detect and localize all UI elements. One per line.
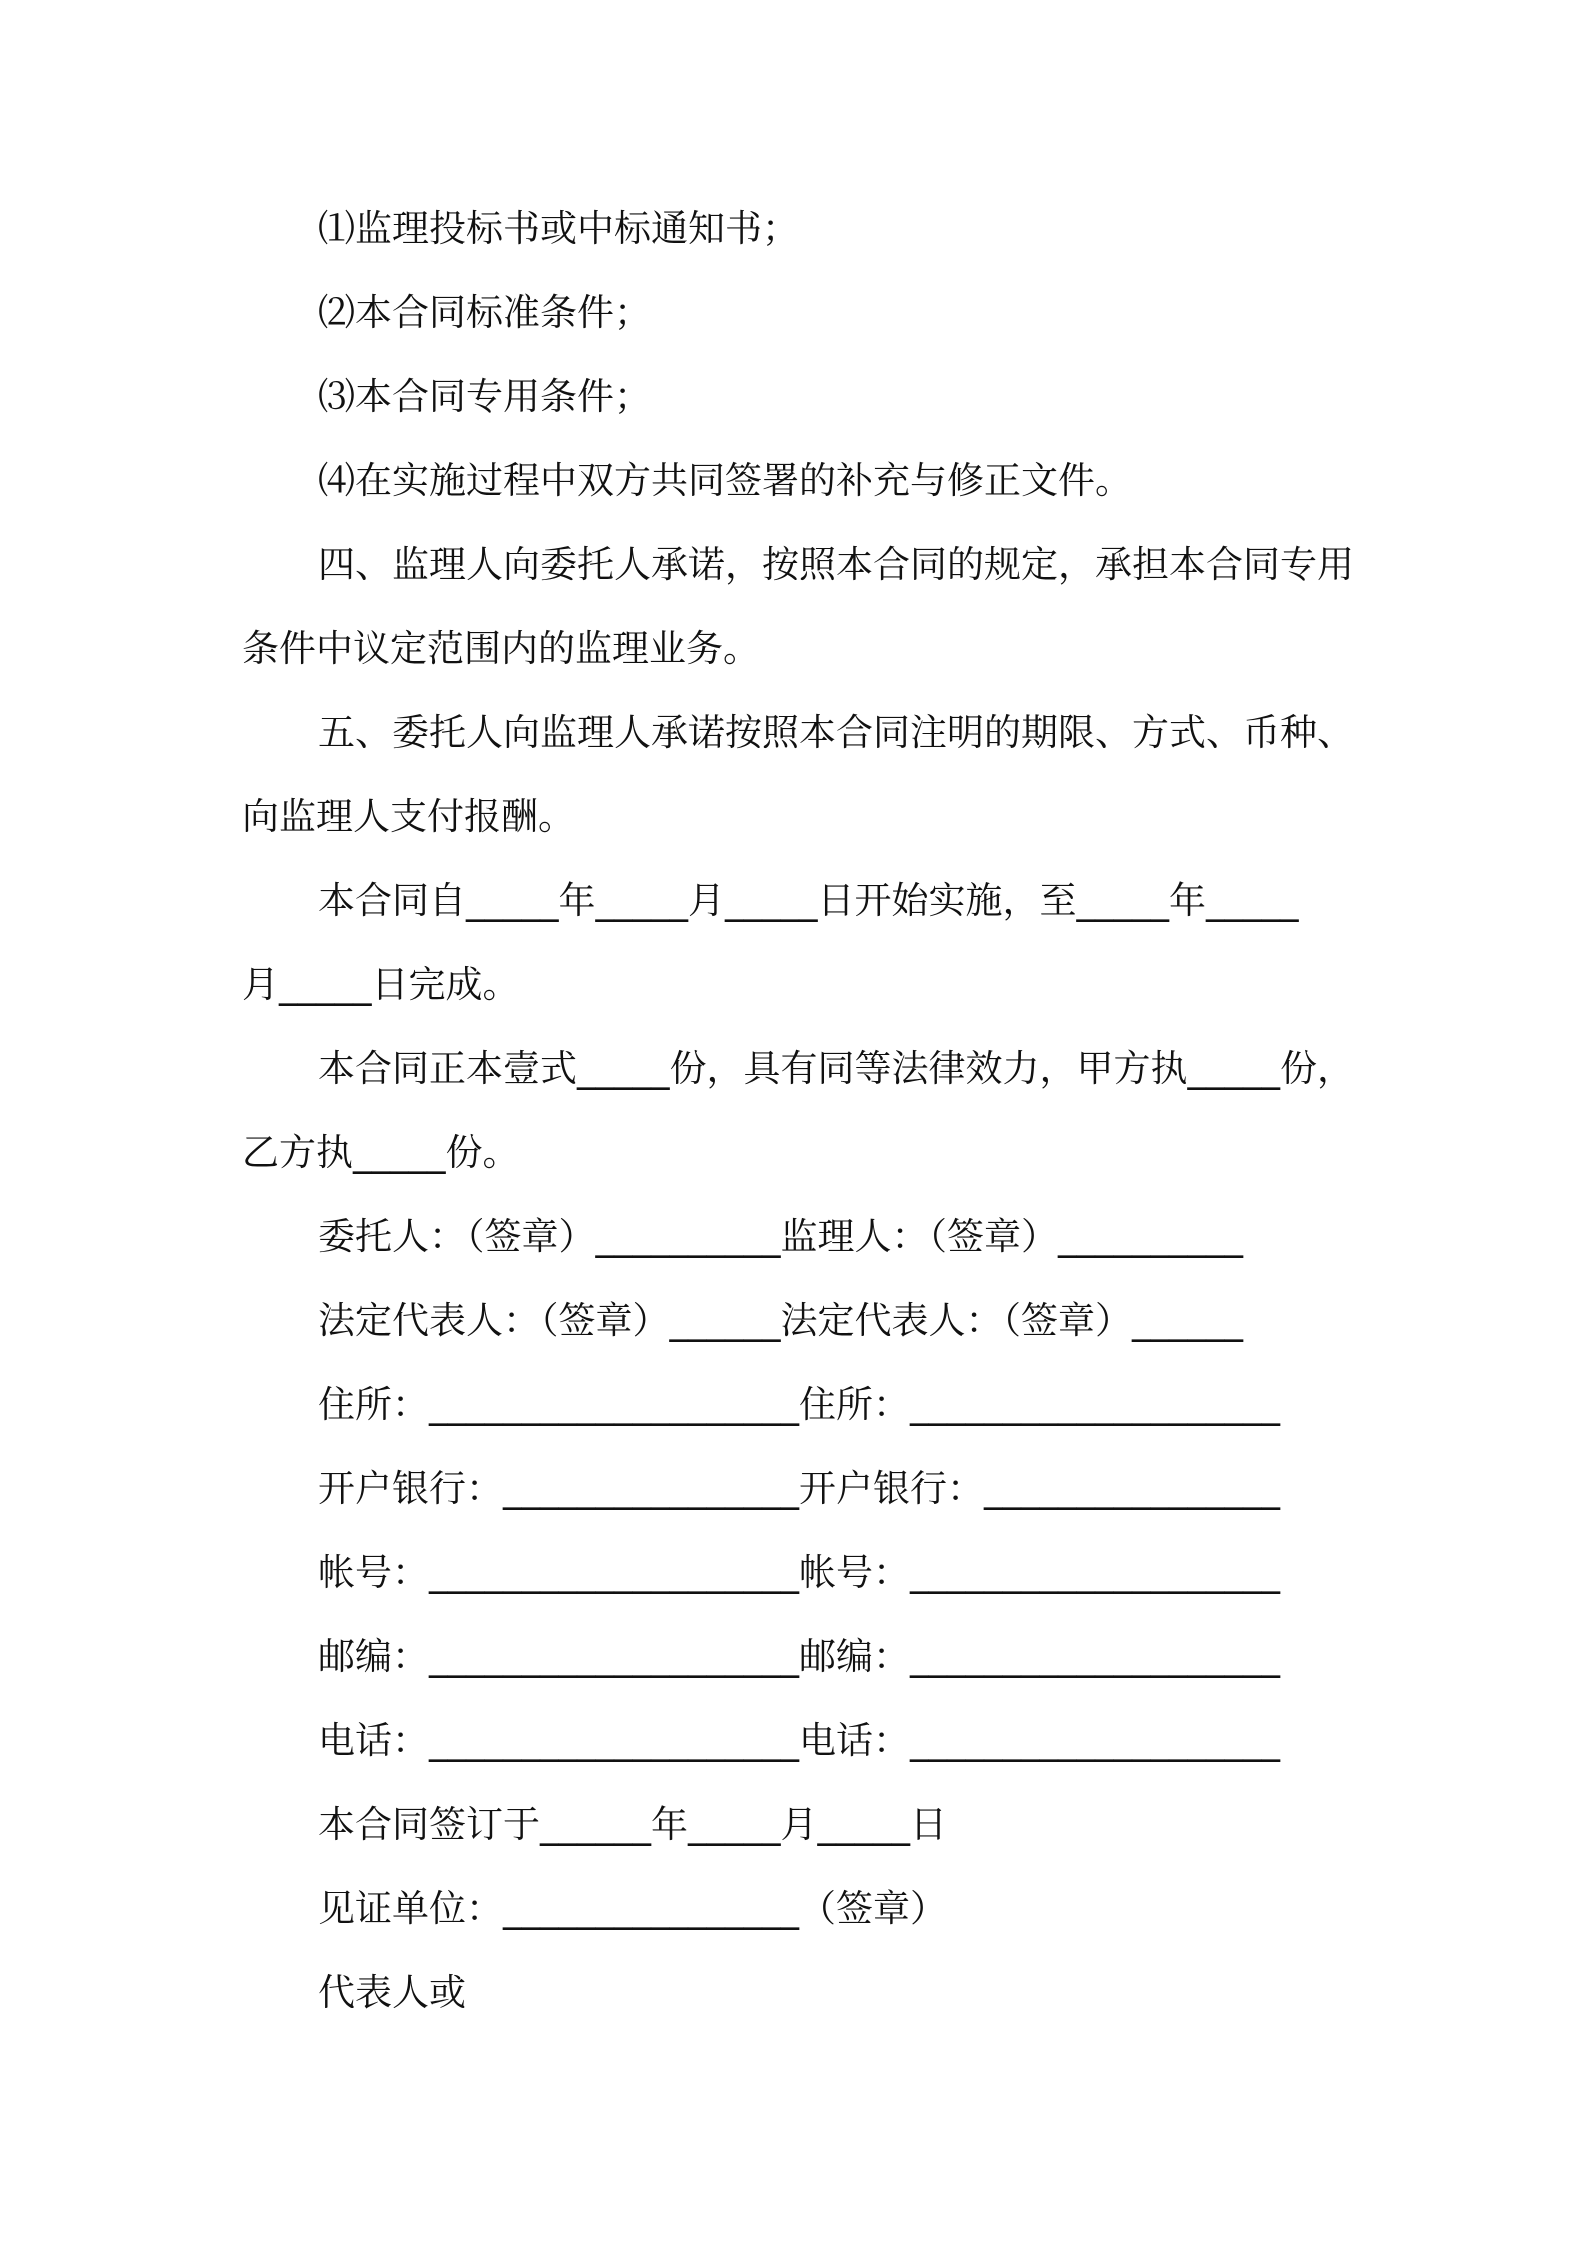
- phone-line: 电话：____________________电话：____________________: [318, 1719, 1280, 1762]
- address-line: 住所：____________________住所：____________________: [318, 1383, 1280, 1426]
- list-item-2: ⑵本合同标准条件；: [318, 291, 651, 334]
- signatory-line: 委托人：（签章）__________监理人：（签章）__________: [318, 1215, 1243, 1258]
- copies-line-1: 本合同正本壹式_____份，具有同等法律效力，甲方执_____份，: [318, 1047, 1354, 1090]
- clause-four-line-1: 四、监理人向委托人承诺，按照本合同的规定，承担本合同专用: [318, 543, 1354, 586]
- representative-line: 代表人或: [318, 1971, 466, 2014]
- account-line: 帐号：____________________帐号：____________________: [318, 1551, 1280, 1594]
- clause-five-line-2: 向监理人支付报酬。: [242, 795, 575, 838]
- list-item-3: ⑶本合同专用条件；: [318, 375, 651, 418]
- list-item-1: ⑴监理投标书或中标通知书；: [318, 207, 799, 250]
- clause-four-line-2: 条件中议定范围内的监理业务。: [242, 627, 760, 670]
- term-line-1: 本合同自_____年_____月_____日开始实施，至_____年_____: [318, 879, 1299, 922]
- witness-line: 见证单位：________________（签章）: [318, 1887, 947, 1930]
- legal-rep-line: 法定代表人：（签章）______法定代表人：（签章）______: [318, 1299, 1243, 1342]
- bank-line: 开户银行：________________开户银行：________________: [318, 1467, 1280, 1510]
- postcode-line: 邮编：____________________邮编：____________________: [318, 1635, 1280, 1678]
- copies-line-2: 乙方执_____份。: [242, 1131, 520, 1174]
- term-line-2: 月_____日完成。: [242, 963, 520, 1006]
- list-item-4: ⑷在实施过程中双方共同签署的补充与修正文件。: [318, 459, 1132, 502]
- clause-five-line-1: 五、委托人向监理人承诺按照本合同注明的期限、方式、币种、: [318, 711, 1354, 754]
- signing-date-line: 本合同签订于______年_____月_____日: [318, 1803, 947, 1846]
